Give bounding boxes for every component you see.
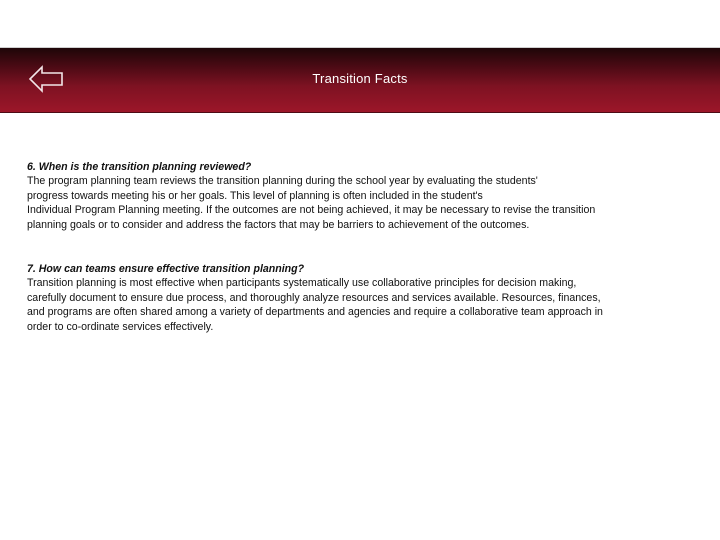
faq-answer-line: carefully document to ensure due process, and thoroughly analyze resources and services available. Resources, finances, xyxy=(27,291,601,304)
faq-answer-line: order to co-ordinate services effectively. xyxy=(27,320,214,333)
faq-question: 6. When is the transition planning reviewed? xyxy=(27,161,252,173)
faq-item-7 xyxy=(27,262,697,334)
faq-question: 7. How can teams ensure effective transition planning? xyxy=(27,263,305,276)
faq-content xyxy=(27,160,697,364)
faq-item-6 xyxy=(27,160,697,232)
faq-answer-line: progress towards meeting his or her goals. This level of planning is often included in the student's xyxy=(27,189,483,202)
faq-answer-line: Transition planning is most effective when participants systematically use collaborative principles for decision making, xyxy=(27,277,577,290)
faq-answer-line: The program planning team reviews the transition planning during the school year by evaluating the students' xyxy=(27,175,538,188)
faq-answer-line: Individual Program Planning meeting. If the outcomes are not being achieved, it may be necessary to revise the transition xyxy=(27,204,596,217)
faq-answer-line: and programs are often shared among a variety of departments and agencies and require a collaborative team approach in xyxy=(27,306,603,319)
faq-answer-line: planning goals or to consider and address the factors that may be barriers to achievement of the outcomes. xyxy=(27,218,530,231)
header-bar xyxy=(0,47,720,113)
page-title: Transition Facts xyxy=(312,71,408,86)
